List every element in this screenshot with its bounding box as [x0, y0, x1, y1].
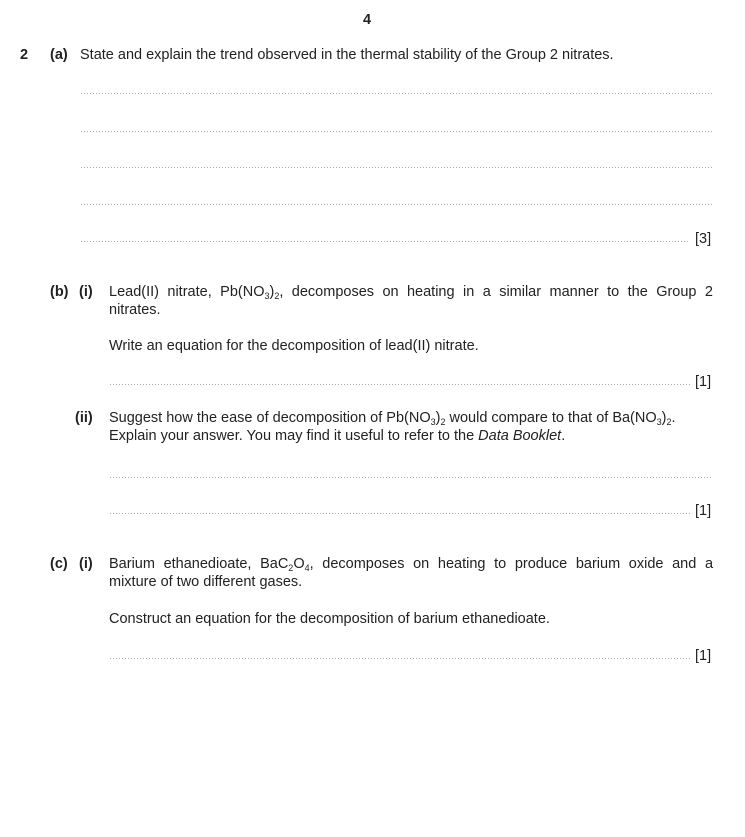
- answer-line[interactable]: [109, 384, 690, 385]
- text: , decomposes on heating to produce barium oxide and a: [309, 556, 714, 572]
- part-b-ii-label: (ii): [75, 410, 93, 426]
- part-b-i-instruction: Write an equation for the decomposition of lead(II) nitrate.: [109, 338, 479, 354]
- part-b-ii-question-line1: [109, 409, 676, 427]
- subscript: 2: [274, 291, 280, 301]
- part-a-question: State and explain the trend observed in the thermal stability of the Group 2 nitrates.: [80, 47, 614, 63]
- answer-line[interactable]: [80, 131, 713, 132]
- text: O: [293, 556, 305, 572]
- page-number: 4: [363, 12, 372, 28]
- part-b-i-question-line2: nitrates.: [109, 302, 161, 318]
- subscript: 2: [288, 563, 294, 573]
- text: .: [561, 428, 566, 444]
- text: Lead(II) nitrate, Pb(NO: [109, 284, 265, 300]
- answer-line[interactable]: [80, 93, 713, 94]
- marks-b-i: [1]: [695, 374, 712, 390]
- text: would compare to that of Ba(NO: [445, 410, 657, 426]
- answer-line[interactable]: [109, 658, 690, 659]
- data-booklet-reference: Data Booklet: [478, 428, 562, 444]
- marks-c-i: [1]: [695, 648, 712, 664]
- part-c-i-instruction: Construct an equation for the decomposition of barium ethanedioate.: [109, 611, 550, 627]
- text: Explain your answer. You may find it useful to refer to the: [109, 428, 479, 444]
- subscript: 2: [440, 417, 446, 427]
- text: ): [269, 284, 275, 300]
- subscript: 3: [430, 417, 436, 427]
- part-b-label: (b): [50, 284, 69, 300]
- part-a-label: (a): [50, 47, 68, 63]
- part-c-label: (c): [50, 556, 68, 572]
- part-c-i-question-line1: [109, 555, 713, 573]
- text: Suggest how the ease of decomposition of Pb(NO: [109, 410, 431, 426]
- part-c-i-question-line2: mixture of two different gases.: [109, 574, 303, 590]
- answer-line[interactable]: [109, 513, 690, 514]
- answer-line[interactable]: [80, 167, 713, 168]
- subscript: 3: [656, 417, 662, 427]
- text: ): [435, 410, 441, 426]
- subscript: 2: [666, 417, 672, 427]
- answer-line[interactable]: [80, 241, 690, 242]
- answer-line[interactable]: [80, 204, 713, 205]
- part-c-i-label: (i): [79, 556, 93, 572]
- question-number: 2: [20, 47, 29, 63]
- subscript: 3: [264, 291, 270, 301]
- text: ): [661, 410, 667, 426]
- text: .: [671, 410, 676, 426]
- marks-a: [3]: [695, 231, 712, 247]
- part-b-i-question-line1: [109, 283, 713, 301]
- marks-b-ii: [1]: [695, 503, 712, 519]
- answer-line[interactable]: [109, 477, 713, 478]
- subscript: 4: [304, 563, 310, 573]
- part-b-ii-question-line2: [109, 427, 565, 445]
- text: , decomposes on heating in a similar manner to the Group 2: [279, 284, 713, 300]
- part-b-i-label: (i): [79, 284, 93, 300]
- text: Barium ethanedioate, BaC: [109, 556, 289, 572]
